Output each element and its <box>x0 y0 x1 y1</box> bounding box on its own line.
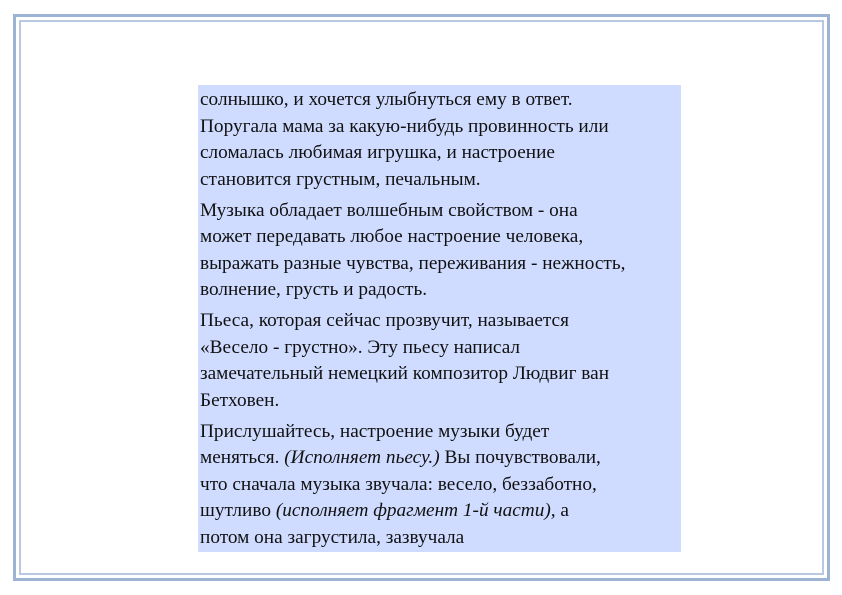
text-line: Музыка обладает волшебным свойством - она <box>200 199 578 221</box>
stage-direction: (исполняет фрагмент 1-й части), <box>275 500 556 521</box>
text-line: «Весело - грустно». Эту пьесу написал <box>200 336 521 358</box>
text-line: может передавать любое настроение человека, <box>200 226 584 247</box>
text-line: становится грустным, печальным. <box>200 168 481 190</box>
text-line: сломалась любимая игрушка, и настроение <box>200 142 555 163</box>
text-line: шутливо (исполняет фрагмент 1-й части), а <box>200 500 569 521</box>
text-line: Бетховен. <box>200 389 280 411</box>
text-line: замечательный немецкий композитор Людвиг ван <box>200 363 610 384</box>
text-line: солнышко, и хочется улыбнуться ему в ответ. <box>200 89 573 110</box>
paragraph-4 <box>200 419 681 552</box>
paragraph-3 <box>200 308 681 414</box>
text-line: что сначала музыка звучала: весело, беззаботно, <box>200 473 597 495</box>
text-line: Прислушайтесь, настроение музыки будет <box>200 420 550 442</box>
text-box <box>198 85 681 552</box>
text-line: потом она загрустила, зазвучала <box>200 526 465 548</box>
paragraph-1 <box>200 87 681 193</box>
text-line: волнение, грусть и радость. <box>200 279 428 300</box>
paragraph-2 <box>200 198 681 304</box>
stage-direction: (Исполняет пьесу.) <box>284 447 440 468</box>
text-line: Поругала мама за какую-нибудь провинность или <box>200 115 609 137</box>
text-line: выражать разные чувства, переживания - нежность, <box>200 252 626 274</box>
text-line: Пьеса, которая сейчас прозвучит, называется <box>200 310 569 331</box>
text-line: меняться. (Исполняет пьесу.) Вы почувствовали, <box>200 447 601 468</box>
